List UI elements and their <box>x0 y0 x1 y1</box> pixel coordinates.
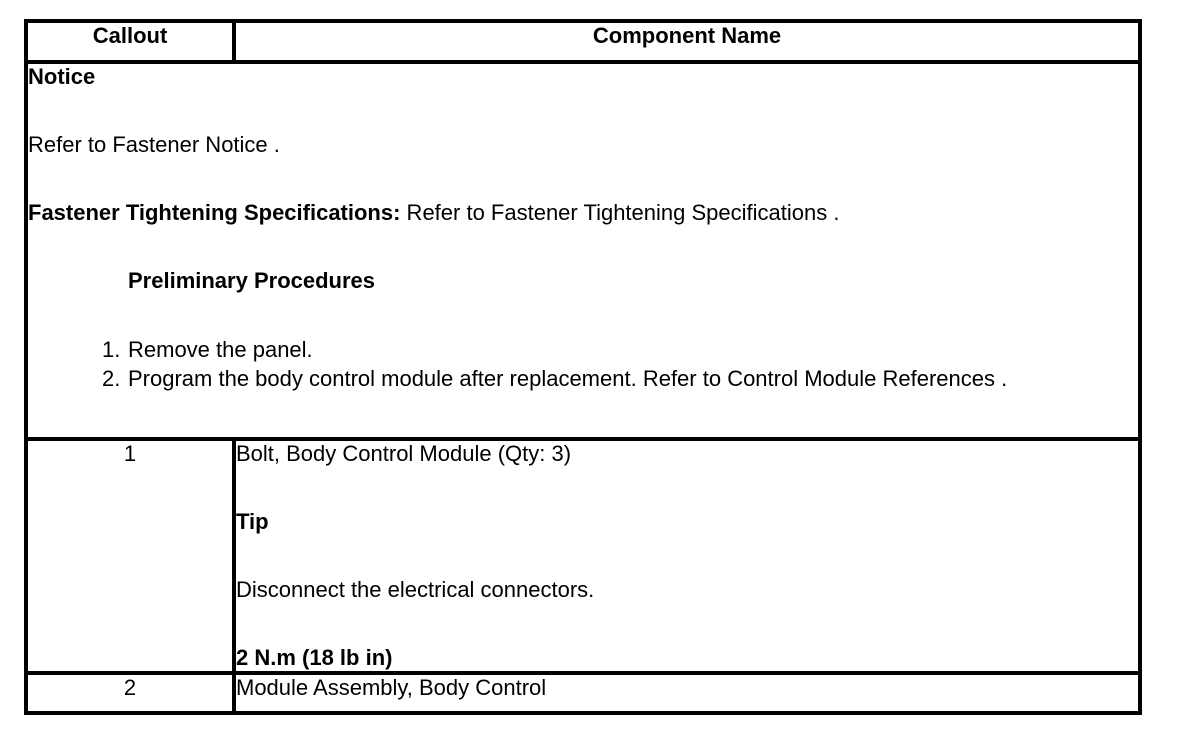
notice-title: Notice <box>28 64 96 89</box>
notice-cell <box>26 62 1140 439</box>
header-row <box>26 21 1140 62</box>
component-name: Module Assembly, Body Control <box>234 673 1140 713</box>
component-name-header: Component Name <box>234 21 1140 62</box>
notice-row <box>26 62 1140 439</box>
step-text: Program the body control module after replacement. Refer to Control Module References . <box>128 366 1008 391</box>
step-number: 2. <box>102 366 121 391</box>
tightening-spec-text: Refer to Fastener Tightening Specifications . <box>400 200 840 225</box>
tip-text: Disconnect the electrical connectors. <box>236 577 595 602</box>
component-cell <box>234 439 1140 673</box>
callout-header: Callout <box>26 21 234 62</box>
callout-cell: 2 <box>26 673 234 713</box>
procedure-steps <box>28 335 1138 393</box>
tightening-spec-line <box>28 200 1138 226</box>
preliminary-procedures-title: Preliminary Procedures <box>128 268 376 293</box>
table-row <box>26 673 1140 713</box>
step-text: Remove the panel. <box>128 337 313 362</box>
component-table <box>24 19 1142 715</box>
component-name: Bolt, Body Control Module (Qty: 3) <box>236 441 572 466</box>
callout-cell: 1 <box>26 439 234 673</box>
step-number: 1. <box>102 337 121 362</box>
torque-spec: 2 N.m (18 lb in) <box>236 645 393 670</box>
table-row <box>26 439 1140 673</box>
fastener-notice-text: Refer to Fastener Notice . <box>28 132 280 157</box>
tip-title: Tip <box>236 509 269 534</box>
procedure-step <box>28 364 1138 393</box>
tightening-spec-label: Fastener Tightening Specifications: <box>28 200 401 225</box>
procedure-step <box>28 335 1138 364</box>
